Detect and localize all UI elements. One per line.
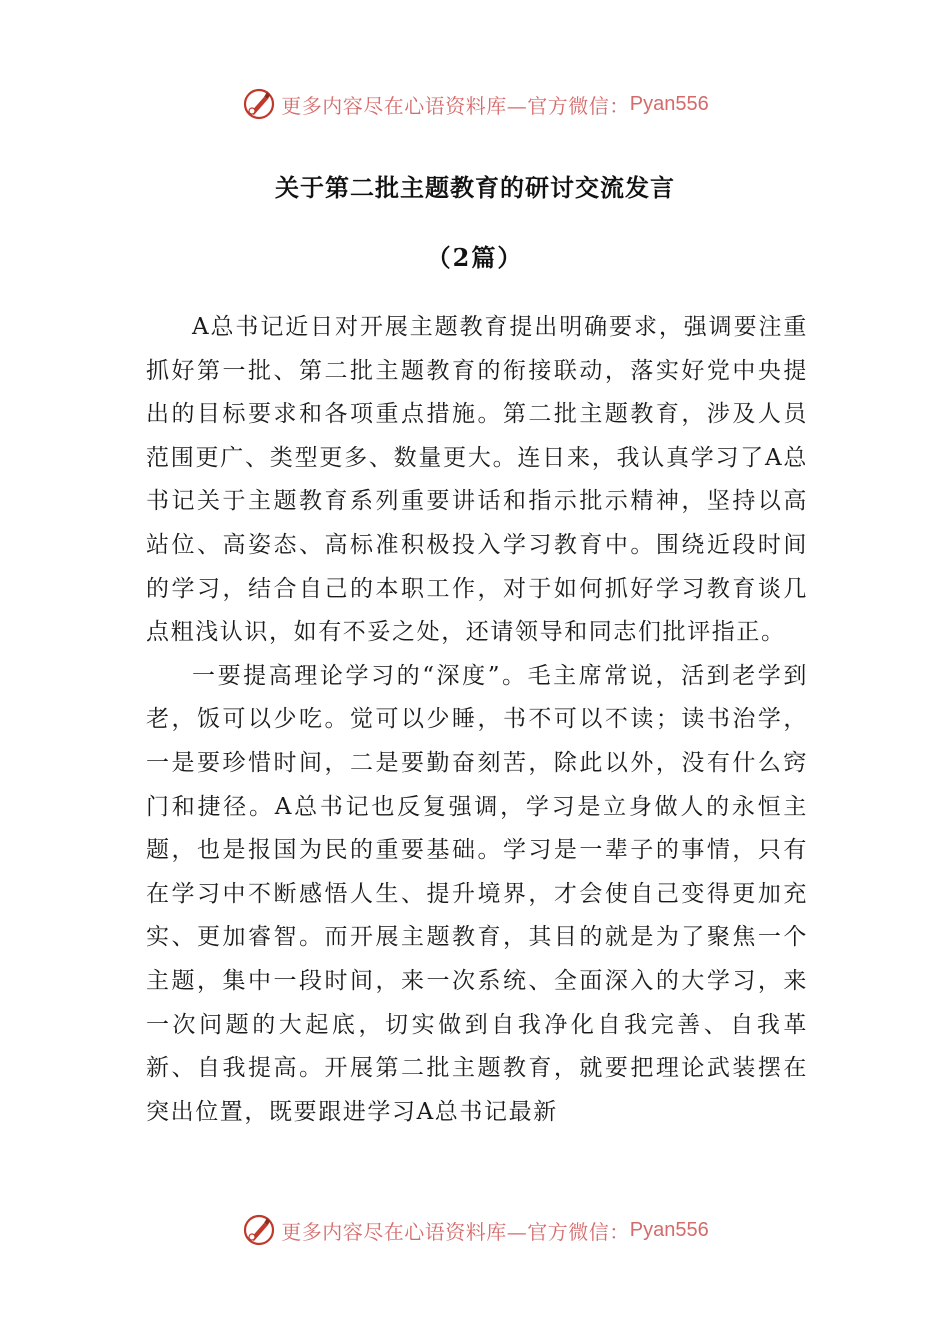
- watermark-wechat-id: Pyan556: [629, 92, 709, 115]
- watermark-text: 更多内容尽在心语资料库—官方微信：: [281, 1219, 630, 1244]
- watermark-wechat-id: Pyan556: [629, 1218, 709, 1241]
- watermark-text: 更多内容尽在心语资料库—官方微信：: [281, 93, 630, 118]
- footer-watermark: [0, 1210, 950, 1250]
- document-body: [146, 306, 808, 1134]
- body-paragraph: A总书记近日对开展主题教育提出明确要求，强调要注重抓好第一批、第二批主题教育的衔接联动，落实好党中央提出的目标要求和各项重点措施。第二批主题教育，涉及人员范围更广、类型更多、数量更大。连日来，我认真学习了A总书记关于主题教育系列重要讲话和指示批示精神，坚持以高站位、高姿态、高标准积极投入学习教育中。围绕近段时间的学习，结合自己的本职工作，对于如何抓好学习教育谈几点粗浅认识，如有不妥之处，还请领导和同志们批评指正。: [146, 314, 808, 646]
- header-watermark: [0, 84, 950, 124]
- body-paragraph: 一要提高理论学习的“深度”。毛主席常说，活到老学到老，饭可以少吃。觉可以少睡，书不可以不读；读书治学，一是要珍惜时间，二是要勤奋刻苦，除此以外，没有什么窍门和捷径。A总书记也反复强调，学习是立身做人的永恒主题，也是报国为民的重要基础。学习是一辈子的事情，只有在学习中不断感悟人生、提升境界，才会使自己变得更加充实、更加睿智。而开展主题教育，其目的就是为了聚焦一个主题，集中一段时间，来一次系统、全面深入的大学习，来一次问题的大起底，切实做到自我净化自我完善、自我革新、自我提高。开展第二批主题教育，就要把理论武装摆在突出位置，既要跟进学习A总书记最新: [146, 662, 808, 1125]
- pen-circle-logo-icon: [241, 1212, 277, 1248]
- pen-circle-logo-icon: [241, 86, 277, 122]
- document-subtitle: （2篇）: [426, 243, 524, 272]
- document-title: 关于第二批主题教育的研讨交流发言: [275, 173, 675, 202]
